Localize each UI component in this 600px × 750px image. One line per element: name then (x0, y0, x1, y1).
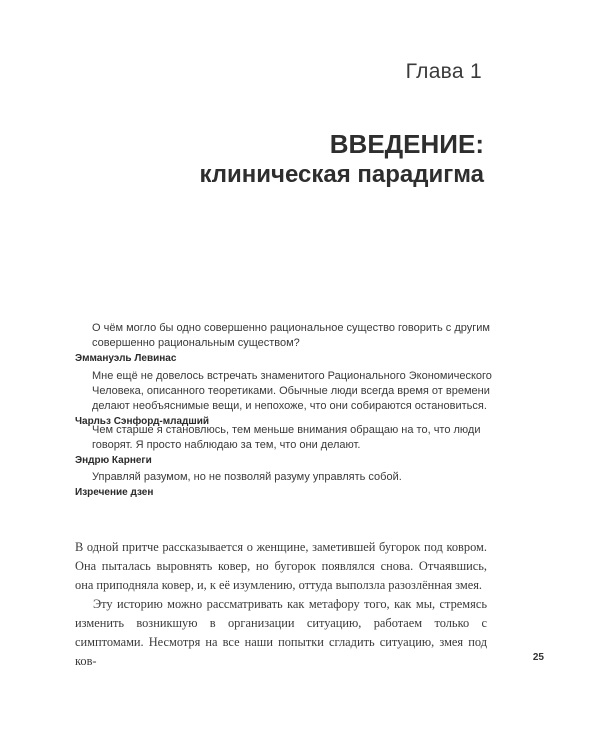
chapter-title-line-2: клиническая парадигма (199, 161, 484, 188)
body-paragraph-2: Эту историю можно рассматривать как метафору того, как мы, стремясь изменить возникшую в организации ситуацию, работаем только с симптомами. Несмотря на все наши попытки сгладить ситуацию, змея под ков- (75, 597, 487, 668)
epigraph-author: Изречение дзен (75, 487, 154, 498)
body-text (75, 538, 487, 671)
epigraph-author: Эммануэль Левинас (75, 353, 177, 364)
epigraph-quote: Управляй разумом, но не позволяй разуму управлять собой. (92, 471, 402, 483)
epigraph-quote: Чем старше я становлюсь, тем меньше внимания обращаю на то, что люди говорят. Я просто наблюдаю за тем, что они делают. (92, 424, 481, 451)
epigraph-author: Чарльз Сэнфорд-младший (75, 416, 210, 427)
chapter-title-line-1: ВВЕДЕНИЕ: (329, 129, 484, 159)
body-paragraph-1: В одной притче рассказывается о женщине, заметившей бугорок под ковром. Она пыталась выровнять ковер, но бугорок появлялся снова. Отчаявшись, она приподняла ковер, и, к её изумлению, оттуда выползла разозлённая змея. (75, 540, 487, 592)
epigraph-quote: О чём могло бы одно совершенно рациональное существо говорить с другим совершенно рациональным существом? (92, 322, 490, 349)
epigraph-author: Эндрю Карнеги (75, 455, 152, 466)
epigraph-quote: Мне ещё не довелось встречать знаменитого Рационального Экономического Человека, описанного теоретиками. Обычные люди всегда время от времени делают необъяснимые вещи, и непохоже, что они собираются остановиться. (92, 370, 492, 412)
chapter-label: Глава 1 (405, 60, 482, 83)
page-number: 25 (532, 652, 544, 663)
epigraph-3 (75, 423, 520, 468)
epigraph-4 (75, 470, 520, 500)
chapter-title (199, 128, 484, 190)
epigraph-1 (75, 321, 520, 366)
epigraph-2 (75, 369, 520, 429)
